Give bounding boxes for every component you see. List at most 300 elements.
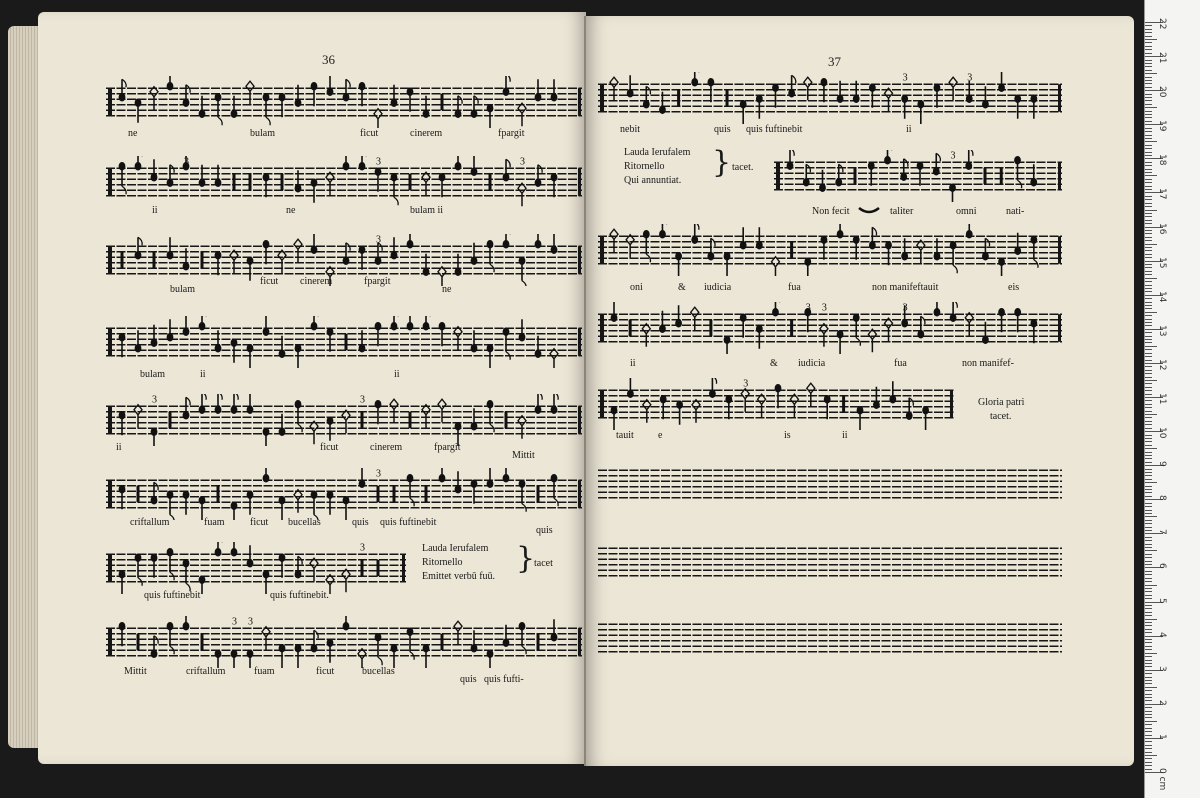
ruler-minor-tick bbox=[1145, 390, 1152, 391]
lyric: nebit bbox=[620, 124, 640, 135]
svg-text:3: 3 bbox=[152, 394, 157, 406]
ruler-minor-tick bbox=[1145, 216, 1152, 217]
ruler-minor-tick bbox=[1145, 199, 1152, 200]
ruler-minor-tick bbox=[1145, 421, 1152, 422]
lyric: quis fuftinebit bbox=[380, 517, 437, 528]
ruler-minor-tick bbox=[1145, 404, 1152, 405]
ruler-minor-tick bbox=[1145, 700, 1152, 701]
staff-r5 bbox=[598, 378, 954, 430]
ruler-minor-tick bbox=[1145, 438, 1152, 439]
ruler-minor-tick bbox=[1145, 155, 1152, 156]
ruler-minor-tick bbox=[1145, 53, 1152, 54]
gloria-tacet: tacet. bbox=[990, 411, 1012, 422]
ruler-minor-tick bbox=[1145, 540, 1152, 541]
svg-text:3: 3 bbox=[902, 302, 908, 314]
ruler-minor-tick bbox=[1145, 172, 1152, 173]
lyric: quis bbox=[460, 674, 477, 685]
ruler-minor-tick bbox=[1145, 544, 1152, 545]
ruler-minor-tick bbox=[1145, 203, 1152, 204]
ruler-minor-tick bbox=[1145, 60, 1152, 61]
brace-icon: } bbox=[516, 541, 536, 576]
ruler-minor-tick bbox=[1145, 612, 1152, 613]
ruler-minor-tick bbox=[1145, 605, 1152, 606]
ruler-minor-tick bbox=[1145, 148, 1152, 149]
ruler-minor-tick bbox=[1145, 649, 1152, 650]
ruler-label: 1 bbox=[1157, 733, 1167, 740]
ruler-minor-tick bbox=[1145, 383, 1152, 384]
lyric: e bbox=[658, 430, 663, 441]
ruler-minor-tick bbox=[1145, 281, 1152, 282]
svg-text:3: 3 bbox=[376, 234, 381, 246]
ruler-minor-tick bbox=[1145, 707, 1152, 708]
ruler-minor-tick bbox=[1145, 629, 1152, 630]
note-line: Emittet verbū fuū. bbox=[422, 571, 496, 582]
staff-l4 bbox=[106, 316, 582, 368]
measurement-ruler bbox=[1144, 0, 1200, 798]
staff-l2 bbox=[106, 156, 582, 208]
ruler-minor-tick bbox=[1145, 424, 1152, 425]
ruler-minor-tick bbox=[1145, 100, 1152, 101]
ruler-minor-tick bbox=[1145, 356, 1152, 357]
ruler-label: 8 bbox=[1157, 495, 1167, 501]
ruler-label: 10 bbox=[1157, 427, 1167, 439]
ruler-minor-tick bbox=[1145, 298, 1152, 299]
ruler-minor-tick bbox=[1145, 591, 1152, 592]
ruler-minor-tick bbox=[1145, 387, 1152, 388]
ruler-label: 6 bbox=[1157, 563, 1167, 570]
ruler-label: 16 bbox=[1157, 222, 1167, 234]
ruler-minor-tick bbox=[1145, 479, 1152, 480]
ruler-minor-tick bbox=[1145, 571, 1152, 572]
note-line: Lauda Ierufalem bbox=[624, 147, 691, 158]
ruler-minor-tick bbox=[1145, 469, 1152, 470]
ruler-minor-tick bbox=[1145, 660, 1152, 661]
lyric: cinerem bbox=[370, 442, 403, 453]
ruler-minor-tick bbox=[1145, 574, 1152, 575]
ruler-label: 13 bbox=[1157, 324, 1167, 337]
ruler-minor-tick bbox=[1145, 639, 1152, 640]
lyric: ii bbox=[200, 369, 206, 380]
ruler-minor-tick bbox=[1145, 87, 1152, 88]
svg-text:3: 3 bbox=[360, 394, 365, 406]
ruler-minor-tick bbox=[1145, 70, 1152, 71]
lyric: fua bbox=[788, 282, 801, 293]
note-line: Lauda Ierufalem bbox=[422, 543, 489, 554]
note-line: Qui annuntiat. bbox=[624, 175, 682, 186]
ruler-minor-tick bbox=[1145, 366, 1152, 367]
ruler-minor-tick bbox=[1145, 472, 1152, 473]
ruler-minor-tick bbox=[1145, 717, 1152, 718]
lyric: ficut bbox=[316, 666, 335, 677]
ruler-label: 0 cm bbox=[1157, 768, 1167, 791]
svg-text:3: 3 bbox=[184, 156, 189, 168]
ruler-minor-tick bbox=[1145, 537, 1152, 538]
ruler-minor-tick bbox=[1145, 550, 1157, 551]
right-page bbox=[586, 16, 1134, 766]
lyric: fpargit bbox=[364, 276, 391, 287]
lyric: nati- bbox=[1006, 206, 1025, 217]
ruler-minor-tick bbox=[1145, 179, 1152, 180]
lyric: Mittit bbox=[124, 666, 147, 677]
svg-text:3: 3 bbox=[950, 150, 956, 162]
ruler-minor-tick bbox=[1145, 135, 1152, 136]
ruler-minor-tick bbox=[1145, 233, 1152, 234]
lyric: ii bbox=[116, 442, 122, 453]
ruler-minor-tick bbox=[1145, 435, 1152, 436]
lyric: ne bbox=[286, 205, 296, 216]
ruler-minor-tick bbox=[1145, 714, 1152, 715]
ruler-minor-tick bbox=[1145, 748, 1152, 749]
ruler-minor-tick bbox=[1145, 411, 1152, 412]
ruler-minor-tick bbox=[1145, 213, 1152, 214]
lyric: eis bbox=[1008, 282, 1020, 293]
ruler-minor-tick bbox=[1145, 278, 1157, 279]
ruler-minor-tick bbox=[1145, 697, 1152, 698]
ruler-label: 18 bbox=[1157, 154, 1167, 166]
ruler-minor-tick bbox=[1145, 145, 1152, 146]
ruler-minor-tick bbox=[1145, 680, 1152, 681]
lyric: ficut bbox=[320, 442, 339, 453]
ruler-minor-tick bbox=[1145, 339, 1152, 340]
ruler-minor-tick bbox=[1145, 25, 1152, 26]
page-number-left: 36 bbox=[322, 52, 335, 67]
ruler-minor-tick bbox=[1145, 288, 1152, 289]
note-line: Ritornello bbox=[624, 161, 665, 172]
ruler-minor-tick bbox=[1145, 162, 1152, 163]
ruler-label: 14 bbox=[1157, 290, 1167, 303]
ruler-minor-tick bbox=[1145, 80, 1152, 81]
lyric: bulam ii bbox=[410, 205, 444, 216]
ruler-minor-tick bbox=[1145, 656, 1152, 657]
ruler-minor-tick bbox=[1145, 642, 1152, 643]
ruler-minor-tick bbox=[1145, 32, 1152, 33]
lyric: fpargit bbox=[498, 128, 525, 139]
ruler-minor-tick bbox=[1145, 724, 1152, 725]
lyric: ficut bbox=[250, 517, 269, 528]
ruler-minor-tick bbox=[1145, 138, 1152, 139]
gloria-line: Gloria patri bbox=[978, 397, 1025, 408]
staff-r1 bbox=[598, 72, 1062, 124]
staff-r3 bbox=[598, 224, 1062, 276]
staff-l1 bbox=[106, 76, 582, 128]
svg-text:3: 3 bbox=[743, 378, 749, 390]
ruler-minor-tick bbox=[1145, 608, 1152, 609]
tie-icon bbox=[858, 206, 880, 216]
ruler-minor-tick bbox=[1145, 615, 1152, 616]
ruler-minor-tick bbox=[1145, 322, 1152, 323]
ruler-label: 20 bbox=[1157, 86, 1167, 98]
ruler-minor-tick bbox=[1145, 677, 1152, 678]
ruler-minor-tick bbox=[1145, 752, 1152, 753]
ruler-minor-tick bbox=[1145, 588, 1152, 589]
ruler-label: 9 bbox=[1157, 461, 1167, 467]
svg-text:3: 3 bbox=[248, 616, 253, 628]
ruler-minor-tick bbox=[1145, 49, 1152, 50]
ruler-minor-tick bbox=[1145, 513, 1152, 514]
ruler-minor-tick bbox=[1145, 527, 1152, 528]
lyric: quis fuftinebit. bbox=[270, 590, 329, 601]
ruler-minor-tick bbox=[1145, 121, 1152, 122]
lyric: Mittit bbox=[512, 450, 535, 461]
staff-l7 bbox=[106, 542, 406, 594]
ruler-minor-tick bbox=[1145, 83, 1152, 84]
lyric: criftallum bbox=[186, 666, 226, 677]
ruler-minor-tick bbox=[1145, 257, 1152, 258]
ruler-minor-tick bbox=[1145, 141, 1157, 142]
ruler-minor-tick bbox=[1145, 523, 1152, 524]
ruler-minor-tick bbox=[1145, 758, 1152, 759]
ruler-minor-tick bbox=[1145, 530, 1152, 531]
ruler-minor-tick bbox=[1145, 247, 1152, 248]
ruler-minor-tick bbox=[1145, 585, 1157, 586]
lyric: & bbox=[770, 358, 778, 369]
ruler-minor-tick bbox=[1145, 475, 1152, 476]
ruler-minor-tick bbox=[1145, 407, 1152, 408]
lyric: ii bbox=[842, 430, 848, 441]
ruler-minor-tick bbox=[1145, 186, 1152, 187]
ruler-minor-tick bbox=[1145, 206, 1152, 207]
ruler-minor-tick bbox=[1145, 267, 1152, 268]
lyric: tauit bbox=[616, 430, 634, 441]
staff-l3 bbox=[106, 234, 582, 286]
lyric: ii bbox=[906, 124, 912, 135]
ruler-label: 22 bbox=[1157, 18, 1167, 30]
ruler-minor-tick bbox=[1145, 274, 1152, 275]
ruler-minor-tick bbox=[1145, 755, 1157, 756]
ruler-minor-tick bbox=[1145, 690, 1152, 691]
lyric: fuam bbox=[204, 517, 225, 528]
ruler-label: 21 bbox=[1157, 52, 1167, 64]
ruler-minor-tick bbox=[1145, 503, 1152, 504]
lyric: taliter bbox=[890, 206, 914, 217]
ruler-minor-tick bbox=[1145, 394, 1152, 395]
ruler-minor-tick bbox=[1145, 557, 1152, 558]
ruler-minor-tick bbox=[1145, 63, 1152, 64]
ruler-label: 3 bbox=[1157, 665, 1167, 672]
ruler-minor-tick bbox=[1145, 377, 1152, 378]
ruler-label: 7 bbox=[1157, 529, 1167, 536]
ruler-minor-tick bbox=[1145, 711, 1152, 712]
svg-text:3: 3 bbox=[967, 72, 973, 84]
ruler-minor-tick bbox=[1145, 462, 1152, 463]
ruler-label: 11 bbox=[1157, 393, 1167, 405]
ruler-minor-tick bbox=[1145, 578, 1152, 579]
ruler-minor-tick bbox=[1145, 486, 1152, 487]
ruler-minor-tick bbox=[1145, 458, 1152, 459]
empty-staff-3 bbox=[598, 616, 1062, 660]
ruler-minor-tick bbox=[1145, 455, 1152, 456]
svg-text:3: 3 bbox=[821, 302, 827, 314]
lyric: ii bbox=[630, 358, 636, 369]
ruler-minor-tick bbox=[1145, 291, 1152, 292]
ruler-minor-tick bbox=[1145, 210, 1157, 211]
ruler-minor-tick bbox=[1145, 73, 1157, 74]
staff-r4 bbox=[598, 302, 1062, 354]
brace-icon: } bbox=[712, 145, 732, 180]
ruler-minor-tick bbox=[1145, 735, 1152, 736]
ruler-minor-tick bbox=[1145, 769, 1152, 770]
ruler-minor-tick bbox=[1145, 581, 1152, 582]
lyric: non manifef- bbox=[962, 358, 1014, 369]
ruler-minor-tick bbox=[1145, 264, 1152, 265]
ruler-label: 5 bbox=[1157, 597, 1167, 604]
ruler-minor-tick bbox=[1145, 547, 1152, 548]
svg-text:3: 3 bbox=[360, 542, 365, 554]
lyric: ii bbox=[394, 369, 400, 380]
ruler-minor-tick bbox=[1145, 554, 1152, 555]
ruler-minor-tick bbox=[1145, 765, 1152, 766]
ruler-minor-tick bbox=[1145, 731, 1152, 732]
ruler-minor-tick bbox=[1145, 319, 1152, 320]
ruler-minor-tick bbox=[1145, 308, 1152, 309]
staff-l8 bbox=[106, 616, 582, 668]
ruler-minor-tick bbox=[1145, 152, 1152, 153]
ruler-minor-tick bbox=[1145, 128, 1152, 129]
ruler-minor-tick bbox=[1145, 117, 1152, 118]
ruler-minor-tick bbox=[1145, 489, 1152, 490]
lyric: fpargit bbox=[434, 442, 461, 453]
ruler-minor-tick bbox=[1145, 240, 1152, 241]
svg-text:3: 3 bbox=[376, 156, 381, 168]
ruler-minor-tick bbox=[1145, 619, 1157, 620]
page-number-right: 37 bbox=[828, 54, 841, 69]
ruler-minor-tick bbox=[1145, 728, 1152, 729]
lyric: ne bbox=[128, 128, 138, 139]
lyric: ne bbox=[442, 284, 452, 295]
lyric: oni bbox=[630, 282, 643, 293]
lyric: iudicia bbox=[704, 282, 732, 293]
ruler-minor-tick bbox=[1145, 223, 1152, 224]
ruler-minor-tick bbox=[1145, 561, 1152, 562]
ruler-minor-tick bbox=[1145, 428, 1152, 429]
ruler-minor-tick bbox=[1145, 496, 1152, 497]
lyric: quis fufti- bbox=[484, 674, 524, 685]
ruler-minor-tick bbox=[1145, 66, 1152, 67]
ruler-minor-tick bbox=[1145, 673, 1152, 674]
ruler-minor-tick bbox=[1145, 622, 1152, 623]
ruler-minor-tick bbox=[1145, 346, 1157, 347]
lyric: cinerem bbox=[300, 276, 333, 287]
ruler-minor-tick bbox=[1145, 625, 1152, 626]
ruler-label: 12 bbox=[1157, 358, 1167, 371]
ruler-minor-tick bbox=[1145, 745, 1152, 746]
ruler-minor-tick bbox=[1145, 663, 1152, 664]
lyric: cinerem bbox=[410, 128, 443, 139]
lyric: ii bbox=[152, 205, 158, 216]
ruler-minor-tick bbox=[1145, 325, 1152, 326]
ruler-minor-tick bbox=[1145, 492, 1152, 493]
ruler-minor-tick bbox=[1145, 380, 1157, 381]
ruler-minor-tick bbox=[1145, 46, 1152, 47]
lyric: bucellas bbox=[288, 517, 321, 528]
ruler-minor-tick bbox=[1145, 29, 1152, 30]
ruler-minor-tick bbox=[1145, 598, 1152, 599]
ruler-label: 19 bbox=[1157, 120, 1167, 132]
lyric: criftallum bbox=[130, 517, 170, 528]
ruler-minor-tick bbox=[1145, 189, 1152, 190]
ruler-minor-tick bbox=[1145, 510, 1152, 511]
ruler-minor-tick bbox=[1145, 687, 1157, 688]
ruler-label: 4 bbox=[1157, 631, 1167, 638]
lyric: bulam bbox=[140, 369, 165, 380]
ruler-minor-tick bbox=[1145, 721, 1157, 722]
note-line: Ritornello bbox=[422, 557, 463, 568]
ruler-minor-tick bbox=[1145, 506, 1152, 507]
ruler-minor-tick bbox=[1145, 332, 1152, 333]
ruler-minor-tick bbox=[1145, 683, 1152, 684]
ruler-minor-tick bbox=[1145, 196, 1152, 197]
ruler-minor-tick bbox=[1145, 349, 1152, 350]
ruler-minor-tick bbox=[1145, 632, 1152, 633]
ruler-minor-tick bbox=[1145, 694, 1152, 695]
ruler-label: 17 bbox=[1157, 188, 1167, 200]
tacet-label: tacet bbox=[534, 558, 553, 569]
staff-l5 bbox=[106, 394, 582, 446]
ruler-minor-tick bbox=[1145, 39, 1157, 40]
ruler-minor-tick bbox=[1145, 762, 1152, 763]
svg-text:3: 3 bbox=[232, 616, 237, 628]
ruler-label: 15 bbox=[1157, 256, 1167, 269]
tacet-label: tacet. bbox=[732, 162, 754, 173]
ruler-minor-tick bbox=[1145, 175, 1157, 176]
page-edges bbox=[8, 26, 42, 748]
lyric: iudicia bbox=[798, 358, 826, 369]
ruler-minor-tick bbox=[1145, 448, 1157, 449]
ruler-minor-tick bbox=[1145, 520, 1152, 521]
ruler-minor-tick bbox=[1145, 373, 1152, 374]
ruler-minor-tick bbox=[1145, 302, 1152, 303]
ruler-minor-tick bbox=[1145, 417, 1152, 418]
lyric: fuam bbox=[254, 666, 275, 677]
ruler-minor-tick bbox=[1145, 169, 1152, 170]
ruler-minor-tick bbox=[1145, 94, 1152, 95]
ruler-minor-tick bbox=[1145, 77, 1152, 78]
lyric: quis bbox=[714, 124, 731, 135]
left-page bbox=[38, 12, 586, 764]
ruler-minor-tick bbox=[1145, 305, 1152, 306]
ruler-minor-tick bbox=[1145, 666, 1152, 667]
ruler-minor-tick bbox=[1145, 250, 1152, 251]
ruler-minor-tick bbox=[1145, 445, 1152, 446]
ruler-minor-tick bbox=[1145, 42, 1152, 43]
svg-text:3: 3 bbox=[805, 302, 811, 314]
lyric: bucellas bbox=[362, 666, 395, 677]
lyric: bulam bbox=[170, 284, 195, 295]
ruler-minor-tick bbox=[1145, 165, 1152, 166]
lyric: non manifeftauit bbox=[872, 282, 939, 293]
ruler-minor-tick bbox=[1145, 111, 1152, 112]
svg-text:3: 3 bbox=[902, 72, 908, 84]
ruler-minor-tick bbox=[1145, 97, 1152, 98]
ruler-minor-tick bbox=[1145, 237, 1152, 238]
svg-text:3: 3 bbox=[376, 468, 381, 480]
ruler-minor-tick bbox=[1145, 104, 1152, 105]
ruler-minor-tick bbox=[1145, 646, 1152, 647]
ruler-minor-tick bbox=[1145, 182, 1152, 183]
lyric: bulam bbox=[250, 128, 275, 139]
ruler-minor-tick bbox=[1145, 370, 1152, 371]
lyric: quis bbox=[352, 517, 369, 528]
ruler-minor-tick bbox=[1145, 452, 1152, 453]
ruler-minor-tick bbox=[1145, 482, 1157, 483]
lyric: ficut bbox=[360, 128, 379, 139]
ruler-minor-tick bbox=[1145, 312, 1157, 313]
staff-r2 bbox=[774, 150, 1062, 202]
empty-staff-2 bbox=[598, 540, 1062, 584]
ruler-minor-tick bbox=[1145, 254, 1152, 255]
lyric: fua bbox=[894, 358, 907, 369]
lyric: omni bbox=[956, 206, 977, 217]
